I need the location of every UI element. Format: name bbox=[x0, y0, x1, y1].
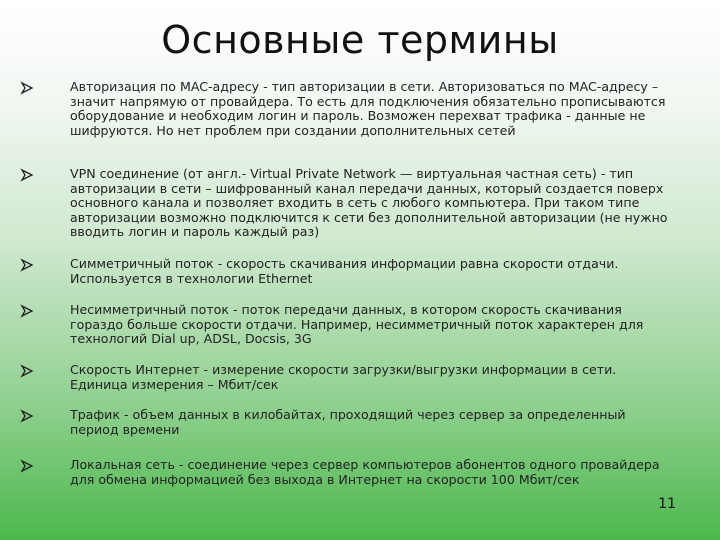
term-text: Авторизация по MAC-адресу - тип авторизации в сети. Авторизоваться по MAC-адресу – значит напрямую от провайдера. То есть для подключения обязательно прописываются оборудование и необходим логин и пароль. Возможен перехват трафика - данные не шифруются. Но нет проблем при создании дополнительных сетей bbox=[70, 79, 666, 138]
term-text: Несимметричный поток - поток передачи данных, в котором скорость скачивания гораздо больше скорости отдачи. Например, несимметричный поток характерен для технологий Dial up, ADSL, Docsis, 3G bbox=[70, 302, 644, 346]
term-text: Трафик - объем данных в килобайтах, проходящий через сервер за определенный период времени bbox=[70, 407, 626, 437]
term-text: Симметричный поток - скорость скачивания информации равна скорости отдачи. Используется в технологии Ethernet bbox=[70, 256, 619, 286]
term-item-symmetric-flow bbox=[18, 257, 673, 286]
arrowhead-bullet-icon bbox=[20, 409, 34, 423]
term-item-asymmetric-flow bbox=[18, 303, 673, 347]
term-item-internet-speed bbox=[18, 363, 673, 392]
arrowhead-bullet-icon bbox=[20, 459, 34, 473]
slide-title: Основные термины bbox=[161, 18, 559, 62]
arrowhead-bullet-icon bbox=[20, 168, 34, 182]
term-text: Локальная сеть - соединение через сервер компьютеров абонентов одного провайдера для обмена информацией без выхода в Интернет на скорости 100 Мбит/сек bbox=[70, 457, 660, 487]
arrowhead-bullet-icon bbox=[20, 81, 34, 95]
term-item-local-network bbox=[18, 458, 673, 487]
arrowhead-bullet-icon bbox=[20, 304, 34, 318]
term-text: Скорость Интернет - измерение скорости загрузки/выгрузки информации в сети. Единица измерения – Мбит/сек bbox=[70, 362, 617, 392]
term-item-traffic bbox=[18, 408, 673, 437]
term-text: VPN соединение (от англ.- Virtual Private Network — виртуальная частная сеть) - тип авторизации в сети – шифрованный канал передачи данных, который создается поверх основного канала и позволяет входить в сеть с любого компьютера. При таком типе авторизации возможно подключится к сети без дополнительной авторизации (не нужно вводить логин и пароль каждый раз) bbox=[70, 166, 668, 239]
arrowhead-bullet-icon bbox=[20, 258, 34, 272]
term-item-mac-auth bbox=[18, 80, 673, 138]
term-item-vpn bbox=[18, 167, 673, 240]
arrowhead-bullet-icon bbox=[20, 364, 34, 378]
page-number: 11 bbox=[658, 496, 676, 512]
